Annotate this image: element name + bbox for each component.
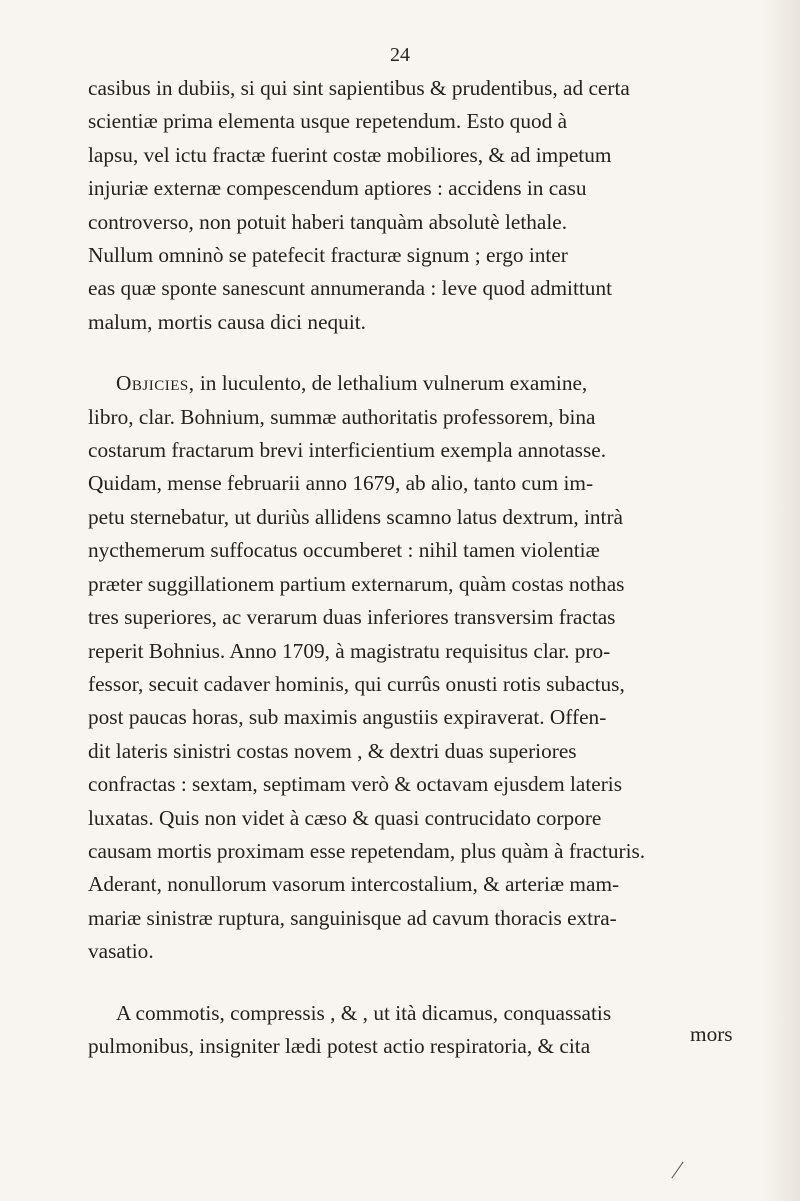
- lead-word: Objicies,: [116, 371, 195, 396]
- text-line: scientiæ prima elementa usque repetendum. Esto quod à: [88, 109, 568, 134]
- text-line: libro, clar. Bohnium, summæ authoritatis professorem, bina: [88, 404, 596, 429]
- text-line: mariæ sinistræ ruptura, sanguinisque ad cavum thoracis extra-: [88, 905, 617, 930]
- text-line: injuriæ externæ compescendum aptiores : accidens in casu: [88, 176, 587, 201]
- text-line: eas quæ sponte sanescunt annumeranda : leve quod admittunt: [88, 276, 613, 301]
- text-line: Nullum omninò se patefecit fracturæ signum ; ergo inter: [88, 243, 568, 268]
- text-line: casibus in dubiis, si qui sint sapientibus & prudentibus, ad certa: [88, 76, 630, 100]
- page-number: 24: [390, 44, 410, 66]
- text-line: petu sternebatur, ut duriùs allidens scamno latus dextrum, intrà: [88, 504, 623, 529]
- text-line: costarum fractarum brevi interficientium exempla annotasse.: [88, 438, 607, 463]
- paragraph-1: [88, 72, 738, 339]
- text-line: controverso, non potuit haberi tanquàm absolutè lethale.: [88, 209, 568, 234]
- text-line: Quidam, mense februarii anno 1679, ab alio, tanto cum im-: [88, 471, 594, 496]
- page-edge-shadow: [760, 0, 800, 1201]
- text-line: Aderant, nonullorum vasorum intercostalium, & arteriæ mam-: [88, 872, 620, 897]
- text-line: A commotis, compressis , & , ut ità dicamus, conquassatis: [116, 1000, 612, 1025]
- text-line: lapsu, vel ictu fractæ fuerint costæ mobiliores, & ad impetum: [88, 142, 612, 167]
- paragraph-2: [88, 367, 738, 968]
- text-line: post paucas horas, sub maximis angustiis expiraverat. Offen-: [88, 705, 607, 730]
- body-text: [88, 72, 738, 1063]
- text-line: tres superiores, ac verarum duas inferiores transversim fractas: [88, 605, 616, 630]
- text-line: fessor, secuit cadaver hominis, qui currûs onusti rotis subactus,: [88, 671, 625, 696]
- text-line: præter suggillationem partium externarum, quàm costas nothas: [88, 571, 625, 596]
- text-line: luxatas. Quis non videt à cæso & quasi contrucidato corpore: [88, 805, 602, 830]
- paragraph-3: [88, 997, 738, 1064]
- text-line: malum, mortis causa dici nequit.: [88, 309, 366, 334]
- text-line: in luculento, de lethalium vulnerum examine,: [194, 371, 588, 396]
- text-line: reperit Bohnius. Anno 1709, à magistratu requisitus clar. pro-: [88, 638, 611, 663]
- catchword: mors: [690, 1022, 733, 1046]
- ink-mark: [671, 1162, 683, 1179]
- text-line: dit lateris sinistri costas novem , & dextri duas superiores: [88, 738, 577, 763]
- text-line: confractas : sextam, septimam verò & octavam ejusdem lateris: [88, 772, 623, 797]
- text-line: nycthemerum suffocatus occumberet : nihil tamen violentiæ: [88, 538, 600, 563]
- text-line: pulmonibus, insigniter lædi potest actio respiratoria, & cita: [88, 1033, 591, 1058]
- text-line: vasatio.: [88, 939, 154, 964]
- text-line: causam mortis proximam esse repetendam, plus quàm à fracturis.: [88, 838, 646, 863]
